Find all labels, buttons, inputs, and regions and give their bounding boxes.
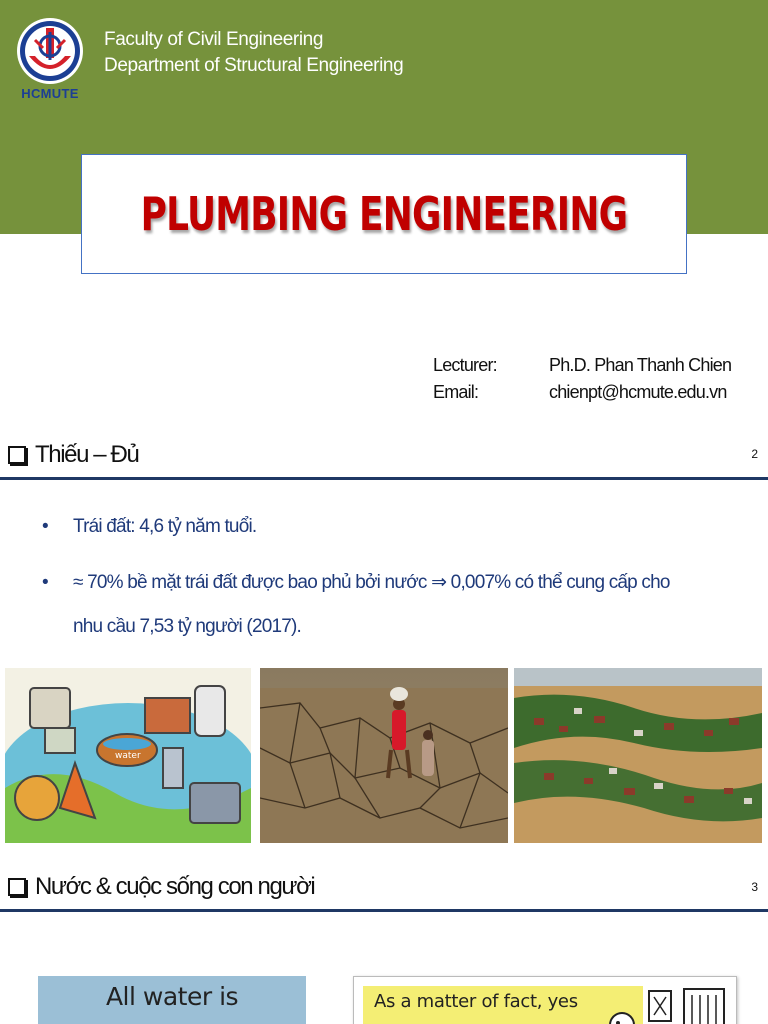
comic-panel-right bbox=[353, 976, 737, 1024]
title-box bbox=[81, 154, 687, 274]
heading-rule bbox=[0, 477, 768, 480]
page-number: 2 bbox=[751, 447, 758, 461]
drought-image bbox=[260, 668, 508, 843]
bullet-line: • ≈ 70% bề mặt trái đất được bao phủ bởi nước ⇒ 0,007% có thể cung cấp cho bbox=[73, 572, 670, 593]
cartoon-water-image bbox=[5, 668, 251, 843]
bullet-line: nhu cầu 7,53 tỷ người (2017). bbox=[73, 616, 302, 637]
course-title: PLUMBING ENGINEERING bbox=[140, 187, 628, 241]
bullet-item: • Trái đất: 4,6 tỷ năm tuổi. bbox=[42, 505, 754, 549]
email-row bbox=[433, 379, 731, 406]
comic-text-left: All water is bbox=[105, 982, 239, 1011]
slide-heading bbox=[8, 873, 314, 901]
bullet-list bbox=[42, 505, 754, 649]
institution-heading bbox=[104, 27, 403, 79]
slide-thieu-du bbox=[0, 425, 768, 855]
heading-text: Thiếu – Đủ bbox=[35, 441, 139, 468]
email-address: chienpt@hcmute.edu.vn bbox=[549, 382, 727, 402]
slide-nuoc-cuoc-song bbox=[0, 855, 768, 1024]
lecturer-label: Lecturer: bbox=[433, 355, 497, 375]
flood-image bbox=[514, 668, 762, 843]
lecturer-name: Ph.D. Phan Thanh Chien bbox=[549, 355, 732, 375]
logo-label: HCMUTE bbox=[21, 86, 79, 101]
heading-text: Nước & cuộc sống con người bbox=[35, 873, 315, 900]
faculty-name: Faculty of Civil Engineering bbox=[104, 29, 324, 50]
heading-rule bbox=[0, 909, 768, 912]
logo-emblem-icon bbox=[15, 16, 85, 86]
lecturer-row bbox=[433, 352, 731, 379]
comic-text-right: As a matter of fact, yes bbox=[374, 991, 578, 1012]
slide-heading bbox=[8, 441, 138, 469]
page-number: 3 bbox=[751, 880, 758, 894]
checkbox-bullet-icon bbox=[8, 446, 26, 464]
comic-figure-icon bbox=[594, 985, 734, 1024]
department-name: Department of Structural Engineering bbox=[104, 55, 404, 76]
bullet-item bbox=[42, 561, 754, 649]
hcmute-logo bbox=[15, 16, 85, 104]
title-slide bbox=[0, 0, 768, 425]
lecturer-info bbox=[433, 352, 731, 406]
checkbox-bullet-icon bbox=[8, 878, 26, 896]
email-label: Email: bbox=[433, 382, 479, 402]
comic-panel-left bbox=[38, 976, 306, 1024]
cartoon-water-label: water bbox=[115, 751, 141, 761]
